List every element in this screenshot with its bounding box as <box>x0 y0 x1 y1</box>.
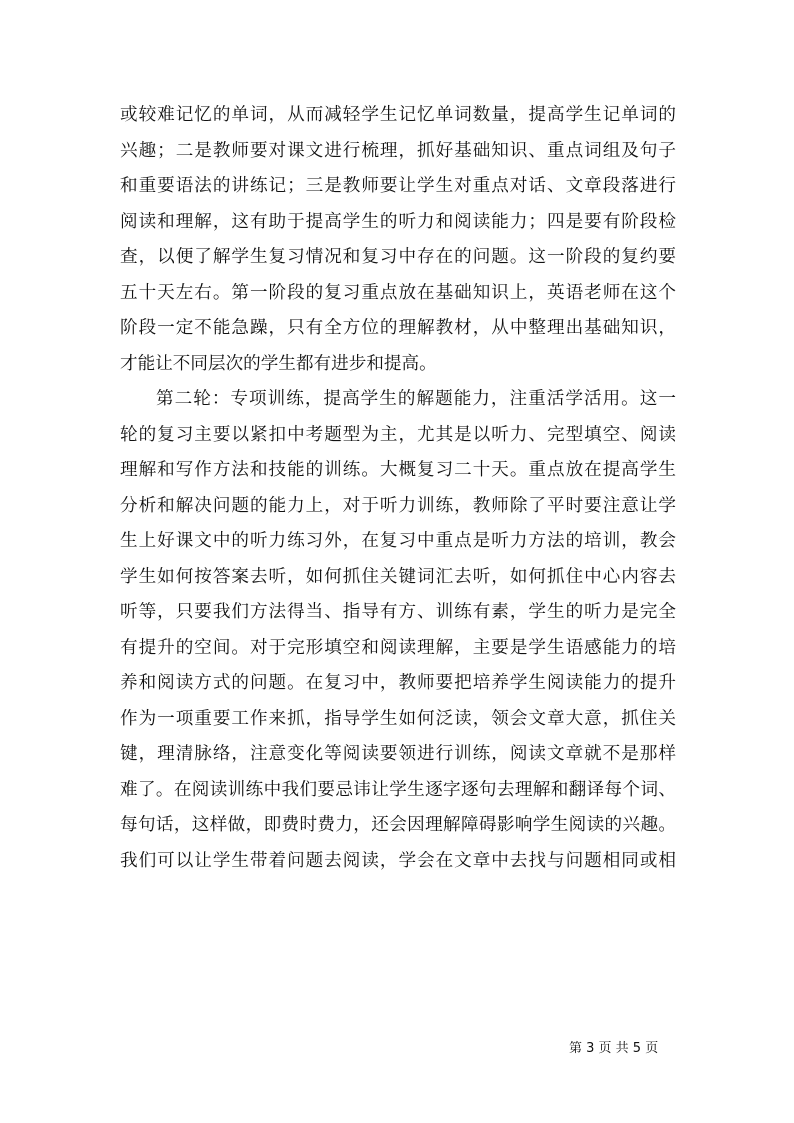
text-line: 才能让不同层次的学生都有进步和提高。 <box>120 353 437 374</box>
text-line: 难了。在阅读训练中我们要忌讳让学生逐字逐句去理解和翻译每个词、 <box>120 779 676 800</box>
text-line: 第二轮：专项训练，提高学生的解题能力，注重活学活用。这一 <box>156 389 676 409</box>
page-number-footer: 第 3 页 共 5 页 <box>569 1041 659 1056</box>
paragraph <box>120 382 676 879</box>
text-line: 键，理清脉络，注意变化等阅读要领进行训练，阅读文章就不是那样 <box>120 744 676 764</box>
text-line: 理解和写作方法和技能的训练。大概复习二十天。重点放在提高学生 <box>120 460 676 480</box>
text-line: 兴趣；二是教师要对课文进行梳理，抓好基础知识、重点词组及句子 <box>120 140 676 161</box>
text-line: 或较难记忆的单词，从而减轻学生记忆单词数量，提高学生记单词的 <box>120 105 676 125</box>
text-line: 生上好课文中的听力练习外，在复习中重点是听力方法的培训，教会 <box>120 531 676 551</box>
paragraph <box>120 98 676 382</box>
text-line: 阶段一定不能急躁，只有全方位的理解教材，从中整理出基础知识， <box>120 318 676 338</box>
text-line: 分析和解决问题的能力上，对于听力训练，教师除了平时要注意让学 <box>120 495 676 516</box>
text-line: 有提升的空间。对于完形填空和阅读理解，主要是学生语感能力的培 <box>120 637 676 658</box>
text-line: 查，以便了解学生复习情况和复习中存在的问题。这一阶段的复约要 <box>120 247 676 267</box>
text-line: 作为一项重要工作来抓，指导学生如何泛读，领会文章大意，抓住关 <box>120 708 676 729</box>
text-line: 学生如何按答案去听，如何抓住关键词汇去听，如何抓住中心内容去 <box>120 566 676 587</box>
text-line: 五十天左右。第一阶段的复习重点放在基础知识上，英语老师在这个 <box>120 282 676 303</box>
text-line: 轮的复习主要以紧扣中考题型为主，尤其是以听力、完型填空、阅读 <box>120 424 676 445</box>
text-line: 我们可以让学生带着问题去阅读，学会在文章中去找与问题相同或相 <box>120 850 676 871</box>
text-line: 每句话，这样做，即费时费力，还会因理解障碍影响学生阅读的兴趣。 <box>120 815 676 835</box>
text-line: 和重要语法的讲练记；三是教师要让学生对重点对话、文章段落进行 <box>120 176 676 196</box>
text-line: 阅读和理解，这有助于提高学生的听力和阅读能力；四是要有阶段检 <box>120 211 676 232</box>
text-line: 养和阅读方式的问题。在复习中，教师要把培养学生阅读能力的提升 <box>120 673 676 693</box>
body-text <box>120 98 676 879</box>
text-line: 听等，只要我们方法得当、指导有方、训练有素，学生的听力是完全 <box>120 602 676 622</box>
